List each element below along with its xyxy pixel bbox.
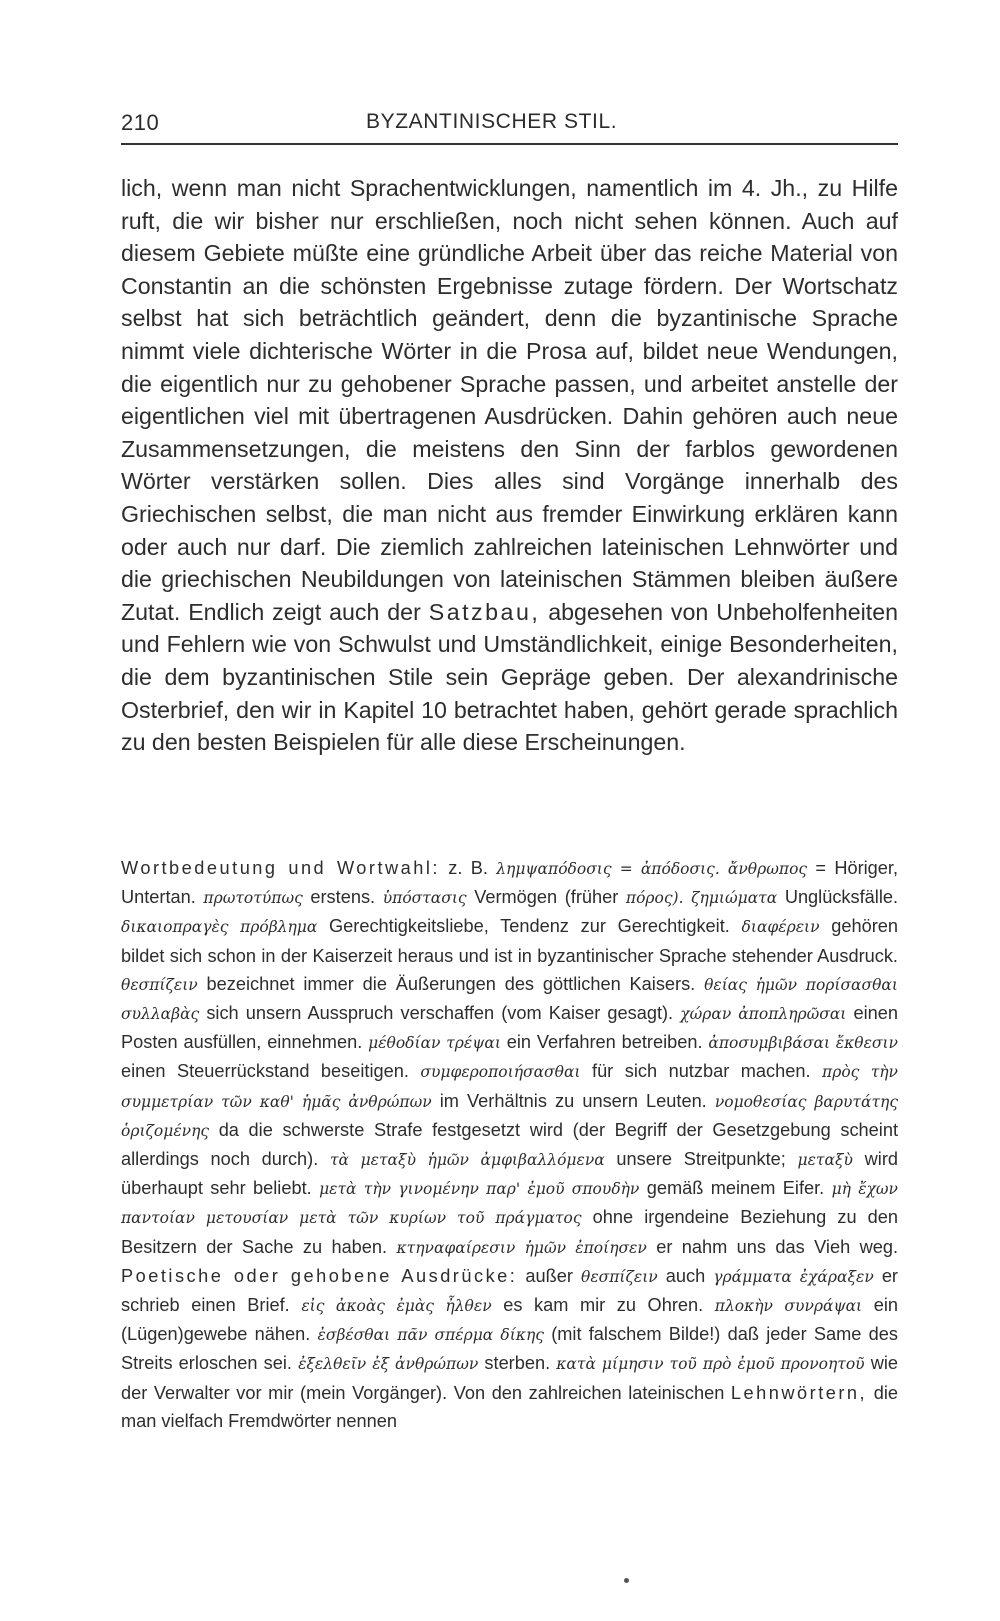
greek-term: θεσπίζειν	[580, 1267, 658, 1286]
greek-term: πρὸς τὴν συμμετρίαν τῶν καθ' ἡμᾶς ἀνθρώπων	[121, 1063, 898, 1111]
spaced-term-satzbau: Satzbau,	[428, 598, 541, 625]
spaced-term-lehnwoertern: Lehnwörtern,	[730, 1382, 868, 1403]
greek-term: εἰς ἀκοὰς ἐμὰς ἦλθεν	[301, 1297, 492, 1316]
greek-term: θεσπίζειν	[121, 975, 198, 994]
greek-term: μετὰ τὴν γινομένην παρ' ἐμοῦ σπουδὴν	[319, 1180, 640, 1199]
note-text: ein Verfahren betreiben.	[506, 1032, 703, 1053]
note-text: für sich nutzbar machen.	[592, 1061, 811, 1082]
greek-term: μεταξὺ	[797, 1151, 853, 1170]
greek-term: χώραν ἀποπληρῶσαι	[680, 1005, 847, 1024]
main-paragraph	[121, 172, 898, 759]
greek-term: ἐσβέσθαι πᾶν σπέρμα δίκης	[317, 1326, 544, 1345]
header-rule	[121, 143, 898, 145]
section-heading-poetische: Poetische oder gehobene Ausdrücke:	[121, 1265, 518, 1286]
note-text: er schrieb einen Brief.	[121, 1265, 898, 1316]
greek-term: κτηναφαίρεσιν ἡμῶν ἐποίησεν	[396, 1238, 647, 1257]
note-text: wie der Verwalter vor mir (mein Vorgänger). Von den zahlreichen lateinischen	[121, 1353, 899, 1403]
greek-term: θείας ἡμῶν πορίσασθαι συλλαβὰς	[121, 975, 898, 1024]
note-text: (mit falschem Bilde!) daß jeder Same des Streits erloschen sei.	[121, 1324, 898, 1374]
greek-term: ἀποσυμβιβάσαι ἔκθεσιν	[708, 1034, 898, 1053]
note-text: die man vielfach Fremdwörter nennen	[121, 1382, 898, 1431]
greek-term: ἐξελθεῖν ἐξ ἀνθρώπων	[298, 1355, 479, 1374]
notes-section	[121, 854, 898, 1435]
main-text	[121, 172, 898, 759]
note-text: einen Steuerrückstand beseitigen.	[121, 1061, 409, 1082]
greek-term: τὰ μεταξὺ ἡμῶν ἀμφιβαλλόμενα	[329, 1151, 605, 1170]
note-text: da die schwerste Strafe festgesetzt wird (der Begriff der Gesetzgebung scheint allerdings noch durch).	[121, 1119, 898, 1170]
greek-term: ὑπόστασις	[382, 889, 467, 908]
note-text: im Verhältnis zu unsern Leuten.	[439, 1090, 707, 1111]
note-text: Vermögen (früher	[474, 887, 619, 908]
greek-term: πόρος).	[625, 889, 684, 908]
print-speck	[624, 1578, 629, 1583]
greek-term: πρωτοτύπως	[203, 889, 303, 908]
greek-term: μὴ ἔχων παντοίαν μετουσίαν μετὰ τῶν κυρίων τοῦ πράγματος	[121, 1180, 898, 1228]
greek-term: κατὰ μίμησιν τοῦ πρὸ ἐμοῦ προνοητοῦ	[556, 1355, 865, 1374]
note-text: es kam mir zu Ohren.	[503, 1295, 704, 1316]
note-text: = Höriger, Untertan.	[121, 858, 898, 908]
greek-term: συμφεροποιήσασθαι	[420, 1063, 581, 1082]
note-text: sterben.	[484, 1353, 551, 1374]
book-page	[121, 0, 898, 1621]
notes-paragraph	[121, 854, 898, 1435]
greek-term: γράμματα ἐχάραξεν	[713, 1267, 874, 1286]
note-text: gehören bildet sich schon in der Kaiserzeit heraus und ist in byzantinischer Sprache stehender Ausdruck.	[121, 916, 898, 966]
note-text: ohne irgendeine Beziehung zu den Besitzern der Sache zu haben.	[121, 1207, 899, 1257]
main-text-part-1: lich, wenn man nicht Sprachentwicklungen, namentlich im 4. Jh., zu Hilfe ruft, die wir bisher nur erschließen, noch nicht sehen können. Auch auf diesem Gebiete müßte eine gründliche Arbeit über das reiche Material von Constantin an die schönsten Ergebnisse zutage fördern. Der Wortschatz selbst hat sich beträchtlich geändert, denn die byzantinische Sprache nimmt viele dichterische Wörter in die Prosa auf, bildet neue Wendungen, die eigentlich nur zu gehobener Sprache passen, und arbeitet anstelle der eigentlichen viel mit übertragenen Ausdrücken. Dahin gehören auch neue Zusammensetzungen, die meistens den Sinn der farblos gewordenen Wörter verstärken sollen. Dies alles sind Vorgänge innerhalb des Griechischen selbst, die man nicht aus fremder Einwirkung erklären kann oder auch nur darf. Die ziemlich zahlreichen lateinischen Lehnwörter und die griechischen Neubildungen von lateinischen Stämmen bleiben äußere Zutat. Endlich zeigt auch der	[121, 175, 898, 625]
note-text: einen Posten ausfüllen, einnehmen.	[121, 1003, 898, 1053]
page-header	[121, 110, 898, 142]
page-number: 210	[121, 110, 160, 135]
greek-term: μέθοδίαν τρέψαι	[368, 1034, 501, 1053]
greek-term: νομοθεσίας βαρυτάτης ὁριζομένης	[121, 1092, 899, 1140]
running-head: BYZANTINISCHER STIL.	[366, 110, 618, 133]
greek-term: δικαιοπραγὲς πρόβλημα	[121, 918, 318, 937]
note-text: außer	[525, 1265, 573, 1286]
note-text: ein (Lügen)gewebe nähen.	[121, 1295, 899, 1345]
main-text-part-2: abgesehen von Unbeholfenheiten und Fehlern wie von Schwulst und Umständlichkeit, einige Besonderheiten, die dem byzantinischen Stile sein Gepräge geben. Der alexandrinische Osterbrief, den wir in Kapitel 10 betrachtet haben, gehört gerade sprachlich zu den besten Beispielen für alle diese Erscheinungen.	[121, 598, 898, 756]
note-text: er nahm uns das Vieh weg.	[656, 1236, 898, 1257]
note-text: auch	[665, 1265, 706, 1286]
greek-term: λημψαπόδοσις = ἀπόδοσις. ἄνθρωπος	[496, 860, 808, 878]
note-text: bezeichnet immer die Äußerungen des göttlichen Kaisers.	[206, 973, 696, 994]
note-text: gemäß meinem Eifer.	[646, 1178, 825, 1199]
section-heading-wortbedeutung: Wortbedeutung und Wortwahl:	[121, 858, 440, 878]
note-text: z. B.	[448, 858, 488, 878]
note-text: Unglücksfälle.	[784, 887, 899, 908]
note-text: erstens.	[310, 887, 376, 908]
note-text: unsere Streitpunkte;	[616, 1149, 786, 1170]
greek-term: διαφέρειν	[741, 918, 820, 937]
greek-term: πλοκὴν συνράψαι	[714, 1297, 863, 1316]
greek-term: ζημιώματα	[691, 889, 778, 908]
note-text: wird überhaupt sehr beliebt.	[121, 1149, 898, 1199]
note-text: sich unsern Ausspruch verschaffen (vom Kaiser gesagt).	[206, 1003, 674, 1024]
note-text: Gerechtigkeitsliebe, Tendenz zur Gerechtigkeit.	[329, 916, 730, 937]
